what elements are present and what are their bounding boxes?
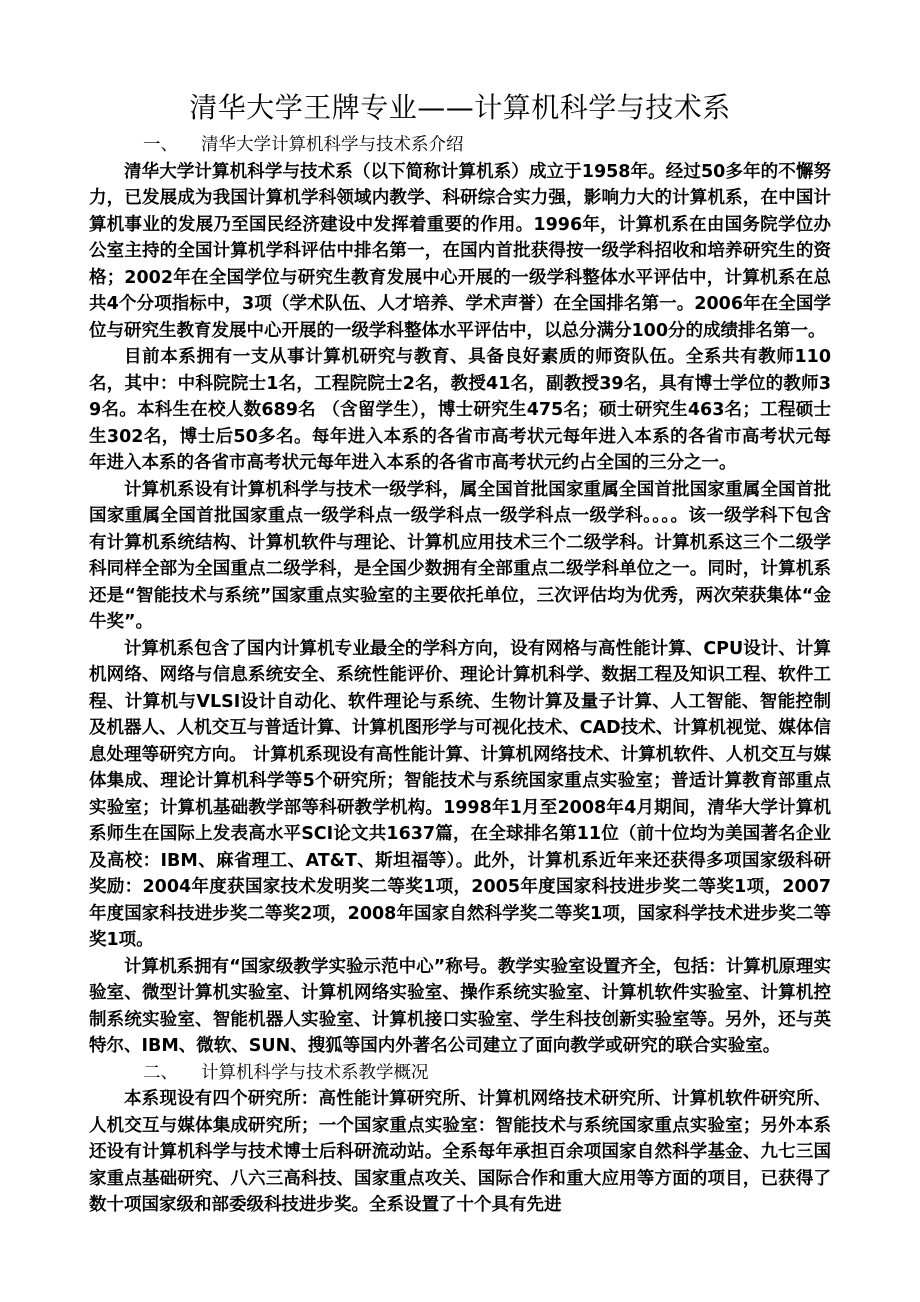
- document-body: [89, 132, 831, 1219]
- paragraph: 计算机系包含了国内计算机专业最全的学科方向，设有网格与高性能计算、CPU设计、计算机网络、网络与信息系统安全、系统性能评价、理论计算机科学、数据工程及知识工程、软件工程、计算机与VLSI设计自动化、软件理论与系统、生物计算及量子计算、人工智能、智能控制及机器人、人机交互与普适计算、计算机图形学与可视化技术、CAD技术、计算机视觉、媒体信息处理等研究方向。 计算机系现设有高性能计算、计算机网络技术、计算机软件、人机交互与媒体集成、理论计算机科学等5个研究所；智能技术与系统国家重点实验室；普适计算教育部重点实验室；计算机基础教学部等科研教学机构。1998年1月至2008年4月期间，清华大学计算机系师生在国际上发表高水平SCI论文共1637篇，在全球排名第11位（前十位均为美国著名企业及高校：IBM、麻省理工、AT&T、斯坦福等）。此外，计算机系近年来还获得多项国家级科研奖励：2004年度获国家技术发明奖二等奖1项，2005年度国家科技进步奖二等奖1项，2007年度国家科技进步奖二等奖2项，2008年国家自然科学奖二等奖1项，国家科学技术进步奖二等奖1项。: [89, 638, 831, 950]
- paragraph: 本系现设有四个研究所：高性能计算研究所、计算机网络技术研究所、计算机软件研究所、人机交互与媒体集成研究所；一个国家重点实验室：智能技术与系统国家重点实验室；另外本系还设有计算机科学与技术博士后科研流动站。全系每年承担百余项国家自然科学基金、九七三国家重点基础研究、八六三高科技、国家重点攻关、国际合作和重大应用等方面的项目，已获得了数十项国家级和部委级科技进步奖。全系设置了十个具有先进: [89, 1089, 831, 1215]
- section-number: 一、: [143, 135, 178, 155]
- document-title: 清华大学王牌专业——计算机科学与技术系: [189, 91, 731, 124]
- section-heading: [89, 1060, 831, 1087]
- section-heading: [89, 132, 831, 159]
- section-number: 二、: [143, 1062, 178, 1083]
- section-heading-text: 清华大学计算机科学与技术系介绍: [201, 135, 464, 155]
- paragraph: 计算机系设有计算机科学与技术一级学科，属全国首批国家重属全国首批国家重属全国首批国家重属全国首批国家重点一级学科点一级学科点一级学科点一级学科。。。。该一级学科下包含有计算机系统结构、计算机软件与理论、计算机应用技术三个二级学科。计算机系这三个二级学科同样全部为全国重点二级学科，是全国少数拥有全部重点二级学科单位之一。同时，计算机系还是“智能技术与系统”国家重点实验室的主要依托单位，三次评估均为优秀，两次荣获集体“金牛奖”。: [89, 479, 831, 632]
- paragraph: 目前本系拥有一支从事计算机研究与教育、具备良好素质的师资队伍。全系共有教师110名，其中：中科院院士1名，工程院院士2名，教授41名，副教授39名，具有博士学位的教师39名。本科生在校人数689名 （含留学生），博士研究生475名；硕士研究生463名；工程硕士生302名，博士后50多名。每年进入本系的各省市高考状元每年进入本系的各省市高考状元每年进入本系的各省市高考状元每年进入本系的各省市高考状元约占全国的三分之一。: [89, 347, 831, 473]
- section-heading-text: 计算机科学与技术系教学概况: [201, 1062, 429, 1083]
- paragraph: 清华大学计算机科学与技术系（以下简称计算机系）成立于1958年。经过50多年的不懈努力，已发展成为我国计算机学科领域内教学、科研综合实力强，影响力大的计算机系，在中国计算机事业的发展乃至国民经济建设中发挥着重要的作用。1996年，计算机系在由国务院学位办公室主持的全国计算机学科评估中排名第一，在国内首批获得按一级学科招收和培养研究生的资格；2002年在全国学位与研究生教育发展中心开展的一级学科整体水平评估中，计算机系在总共4个分项指标中，3项（学术队伍、人才培养、学术声誉）在全国排名第一。2006年在全国学位与研究生教育发展中心开展的一级学科整体水平评估中，以总分满分100分的成绩排名第一。: [89, 161, 831, 341]
- paragraph: 计算机系拥有“国家级教学实验示范中心”称号。教学实验室设置齐全，包括：计算机原理实验室、微型计算机实验室、计算机网络实验室、操作系统实验室、计算机软件实验室、计算机控制系统实验室、智能机器人实验室、计算机接口实验室、学生科技创新实验室等。另外，还与英特尔、IBM、微软、SUN、搜狐等国内外著名公司建立了面向教学或研究的联合实验室。: [89, 956, 831, 1056]
